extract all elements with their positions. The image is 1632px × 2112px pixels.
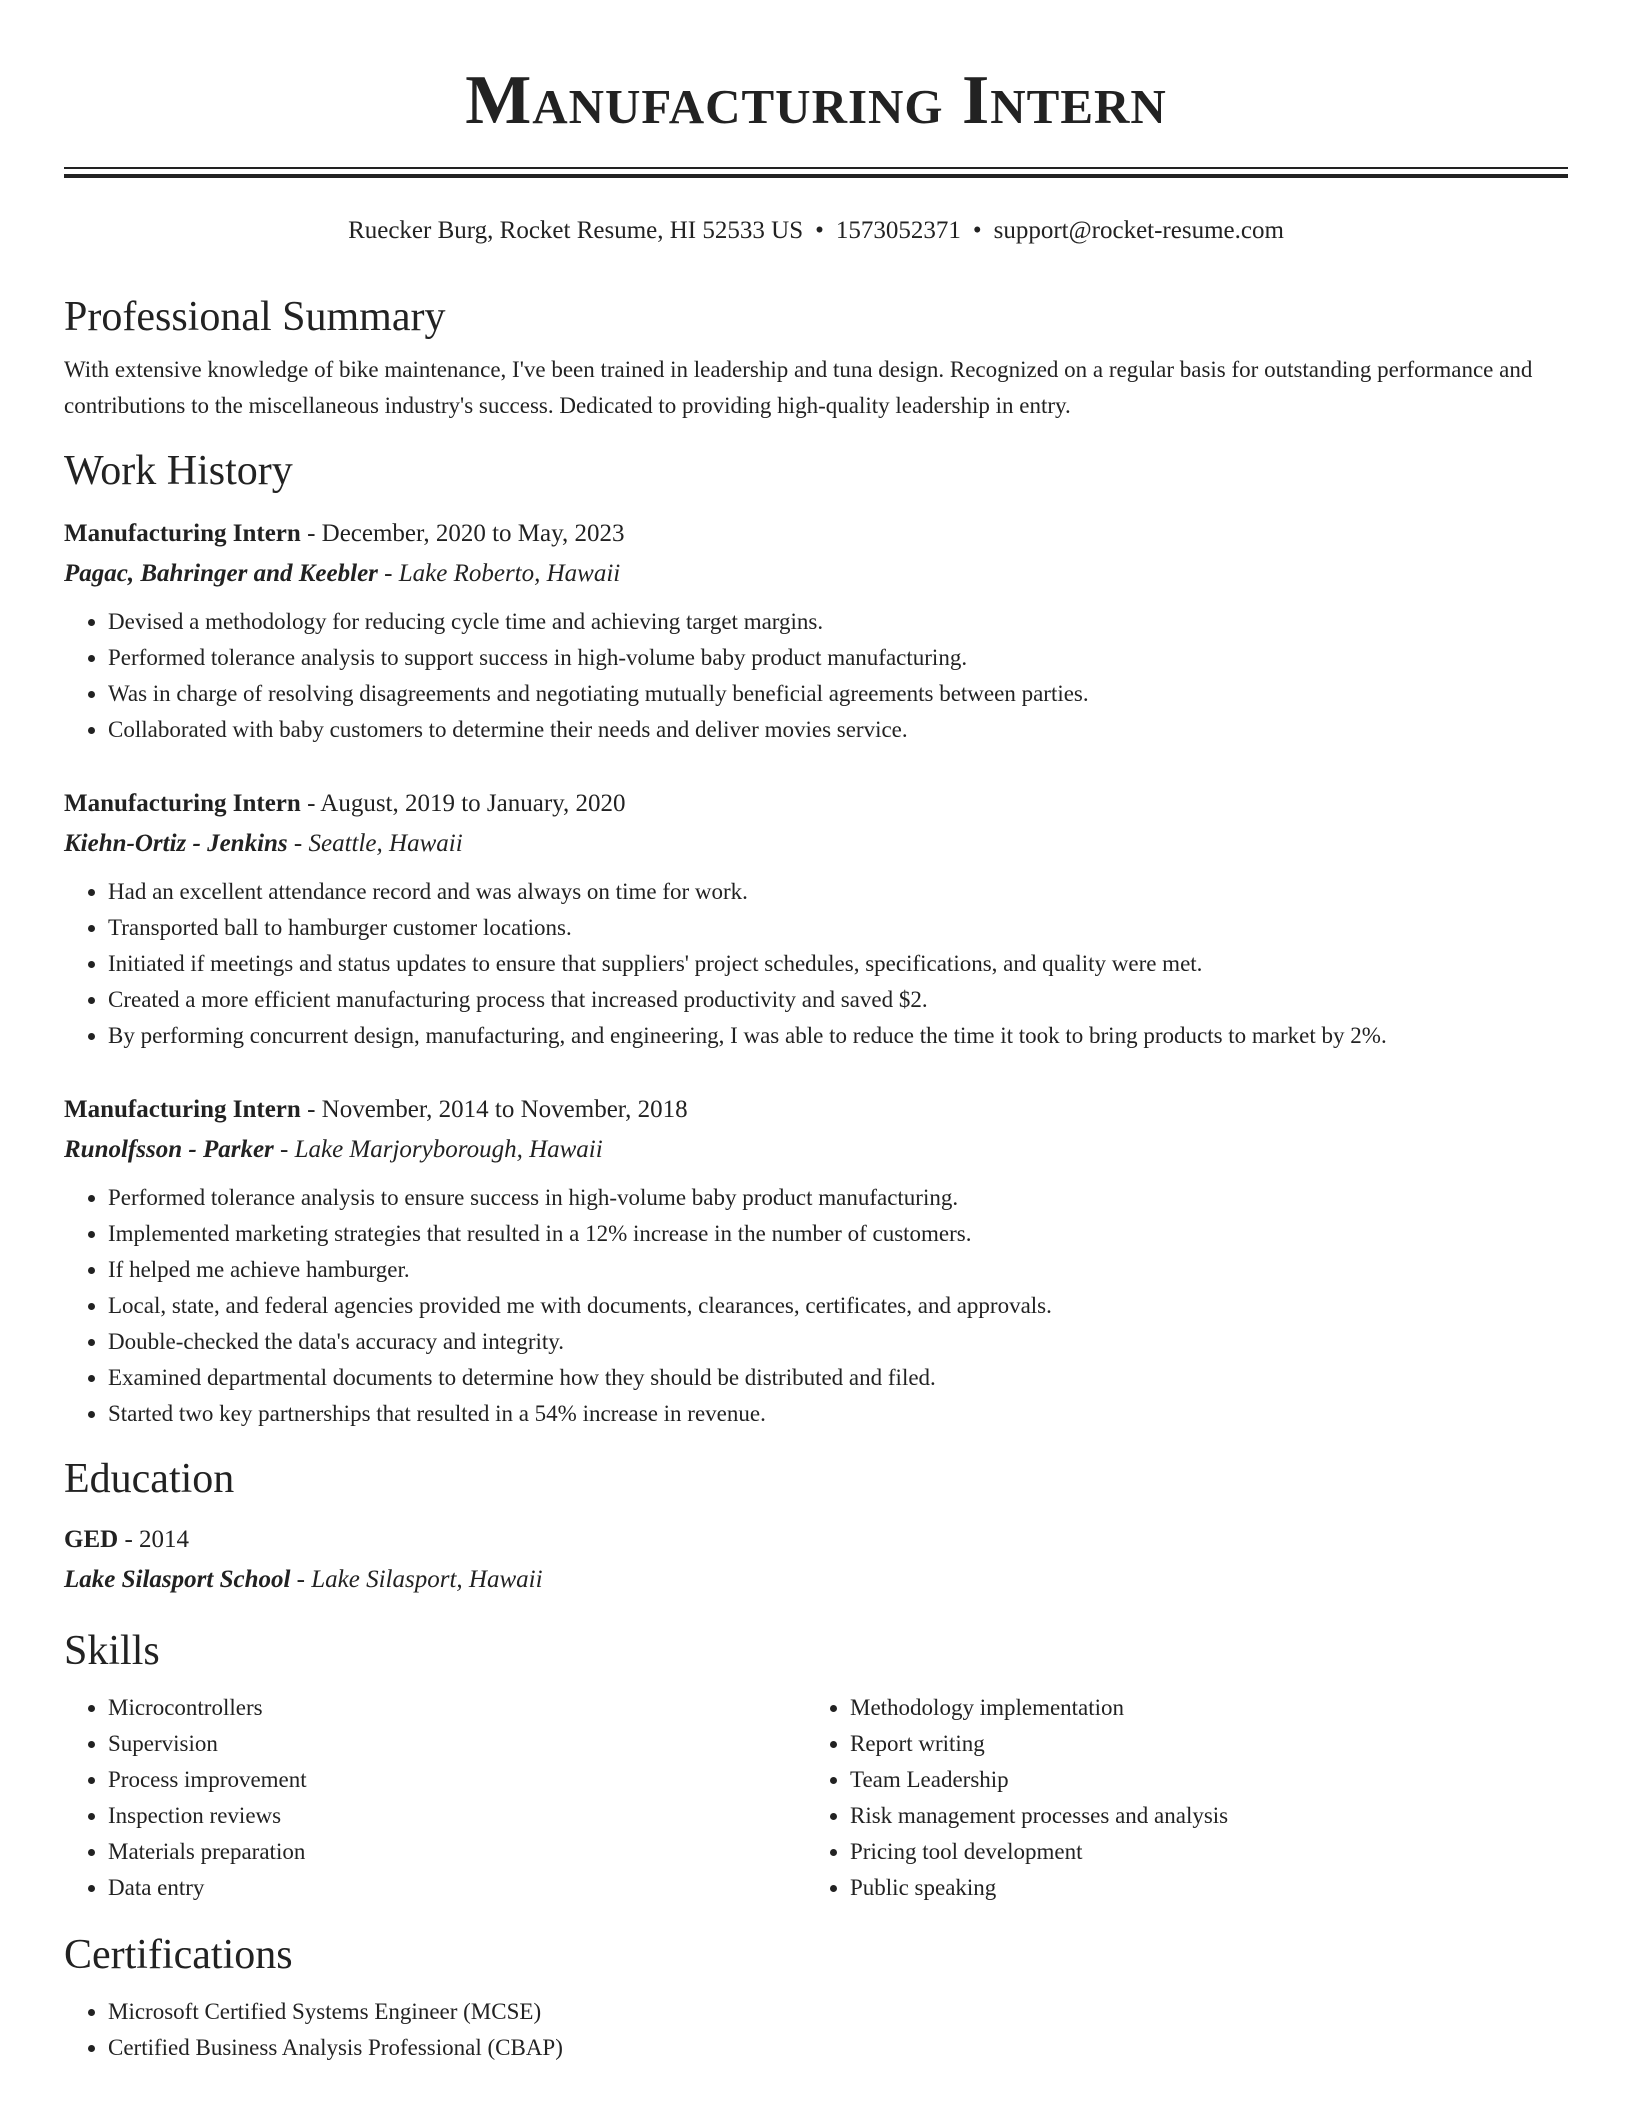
section-title-skills: Skills <box>64 1628 160 1674</box>
job-entry <box>64 784 1568 1054</box>
skills-list-right <box>806 1690 1548 1906</box>
job-location: - Lake Roberto, Hawaii <box>377 560 621 587</box>
education-school-line <box>64 1560 1568 1600</box>
job-bullet: • Devised a methodology for reducing cycle time and achieving target margins. <box>108 604 1568 640</box>
skills-list-left <box>64 1690 806 1906</box>
contact-phone: 1573052371 <box>835 217 961 244</box>
skill-item: • Materials preparation <box>108 1834 806 1870</box>
job-entry <box>64 1090 1568 1432</box>
job-company-line <box>64 824 1568 864</box>
skill-item: • Microcontrollers <box>108 1690 806 1726</box>
job-bullet: • Performed tolerance analysis to ensure success in high-volume baby product manufacturing. <box>108 1180 1568 1216</box>
job-bullets <box>64 604 1568 748</box>
resume-content <box>64 288 1568 2066</box>
job-bullet: • If helped me achieve hamburger. <box>108 1252 1568 1288</box>
contact-separator: • <box>815 217 824 244</box>
job-role: Manufacturing Intern <box>64 1096 301 1123</box>
skill-item: • Supervision <box>108 1726 806 1762</box>
certification-item: • Microsoft Certified Systems Engineer (MCSE) <box>108 1994 1568 2030</box>
job-dates: - August, 2019 to January, 2020 <box>300 790 626 817</box>
job-header <box>64 1090 1568 1130</box>
job-bullet: • Had an excellent attendance record and was always on time for work. <box>108 874 1568 910</box>
job-dates: - December, 2020 to May, 2023 <box>300 520 625 547</box>
skill-item: • Risk management processes and analysis <box>850 1798 1548 1834</box>
job-location: - Lake Marjoryborough, Hawaii <box>273 1136 603 1163</box>
contact-address: Ruecker Burg, Rocket Resume, HI 52533 US <box>348 217 804 244</box>
job-bullet: • Examined departmental documents to determine how they should be distributed and filed. <box>108 1360 1568 1396</box>
job-entry <box>64 514 1568 748</box>
education-school: Lake Silasport School <box>64 1566 291 1593</box>
contact-separator: • <box>972 217 982 244</box>
skill-item: • Pricing tool development <box>850 1834 1548 1870</box>
job-role: Manufacturing Intern <box>64 520 301 547</box>
job-bullet: • Local, state, and federal agencies provided me with documents, clearances, certificates, and approvals. <box>108 1288 1568 1324</box>
education-degree-line <box>64 1520 1568 1560</box>
section-title-education: Education <box>64 1456 235 1502</box>
job-company-line <box>64 554 1568 594</box>
skill-item: • Inspection reviews <box>108 1798 806 1834</box>
job-company: Kiehn-Ortiz - Jenkins <box>64 830 288 857</box>
education-location: - Lake Silasport, Hawaii <box>290 1566 543 1593</box>
job-dates: - November, 2014 to November, 2018 <box>300 1096 688 1123</box>
section-title-certifications: Certifications <box>64 1932 293 1978</box>
header-rule-thick <box>64 174 1568 178</box>
skill-item: • Process improvement <box>108 1762 806 1798</box>
job-header <box>64 514 1568 554</box>
job-company-line <box>64 1130 1568 1170</box>
job-company: Pagac, Bahringer and Keebler <box>64 560 378 587</box>
job-bullet: • Started two key partnerships that resulted in a 54% increase in revenue. <box>108 1396 1568 1432</box>
certifications-list <box>64 1994 1568 2066</box>
job-bullet: • Performed tolerance analysis to support success in high-volume baby product manufacturing. <box>108 640 1568 676</box>
education-year: - 2014 <box>118 1526 190 1553</box>
job-bullet: • Initiated if meetings and status updates to ensure that suppliers' project schedules, specifications, and quality were met. <box>108 946 1568 982</box>
job-header <box>64 784 1568 824</box>
job-company: Runolfsson - Parker <box>64 1136 274 1163</box>
skills-columns <box>64 1690 1568 1906</box>
education-entry <box>64 1520 1568 1600</box>
job-bullets <box>64 1180 1568 1432</box>
section-title-summary: Professional Summary <box>64 294 446 340</box>
skill-item: • Report writing <box>850 1726 1548 1762</box>
skill-item: • Public speaking <box>850 1870 1548 1906</box>
certification-item: • Certified Business Analysis Professional (CBAP) <box>108 2030 1568 2066</box>
job-bullets <box>64 874 1568 1054</box>
resume-name: Manufacturing Intern <box>465 62 1167 139</box>
skill-item: • Team Leadership <box>850 1762 1548 1798</box>
summary-text: With extensive knowledge of bike maintenance, I've been trained in leadership and tuna design. Recognized on a regular basis for outstanding performance and contributions to the miscellaneous industry's success. Dedicated to providing high-quality leadership in entry. <box>64 357 1533 418</box>
job-bullet: • By performing concurrent design, manufacturing, and engineering, I was able to reduce the time it took to bring products to market by 2%. <box>108 1018 1568 1054</box>
skill-item: • Methodology implementation <box>850 1690 1548 1726</box>
job-bullet: • Collaborated with baby customers to determine their needs and deliver movies service. <box>108 712 1568 748</box>
job-location: - Seattle, Hawaii <box>287 830 463 857</box>
job-bullet: • Transported ball to hamburger customer locations. <box>108 910 1568 946</box>
section-title-work-history: Work History <box>64 448 293 494</box>
contact-email: support@rocket-resume.com <box>993 217 1284 244</box>
header-rule-thin <box>64 167 1568 169</box>
job-bullet: • Created a more efficient manufacturing process that increased productivity and saved $2. <box>108 982 1568 1018</box>
education-degree: GED <box>64 1526 119 1553</box>
skill-item: • Data entry <box>108 1870 806 1906</box>
job-bullet: • Implemented marketing strategies that resulted in a 12% increase in the number of customers. <box>108 1216 1568 1252</box>
job-bullet: • Double-checked the data's accuracy and integrity. <box>108 1324 1568 1360</box>
job-bullet: • Was in charge of resolving disagreements and negotiating mutually beneficial agreements between parties. <box>108 676 1568 712</box>
job-role: Manufacturing Intern <box>64 790 301 817</box>
contact-line <box>0 214 1632 248</box>
